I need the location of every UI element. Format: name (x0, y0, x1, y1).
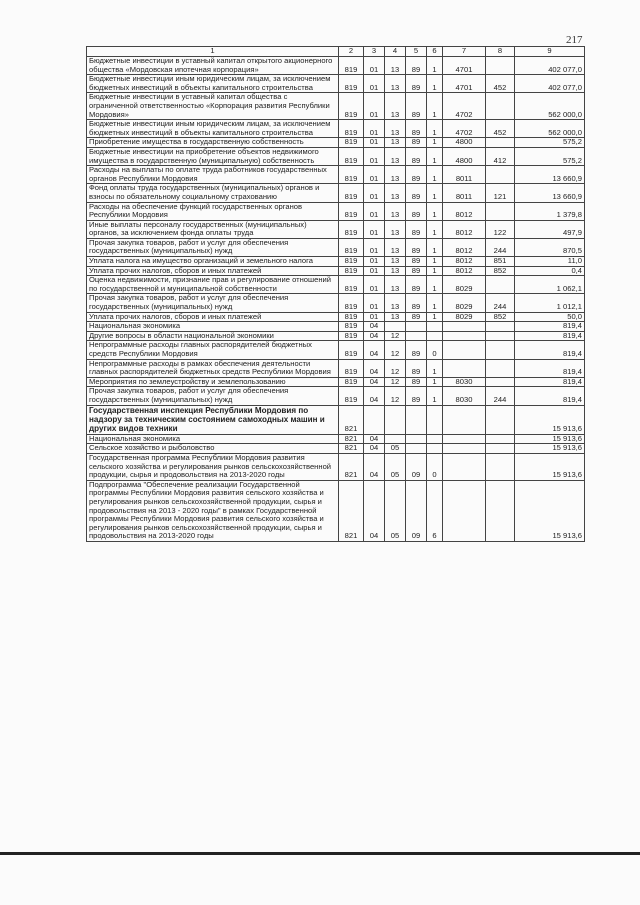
amount: 819,4 (515, 387, 585, 405)
target-item-code: 4702 (443, 93, 486, 120)
subprogram-code (427, 444, 443, 454)
subprogram-code: 1 (427, 238, 443, 256)
row-description: Непрограммные расходы главных распорядителей бюджетных средств Республики Мордовия (87, 341, 339, 359)
subsection-code: 13 (385, 147, 406, 165)
table-row (87, 238, 585, 256)
ministry-code: 819 (339, 387, 364, 405)
expense-type-code (486, 405, 515, 434)
amount: 13 660,9 (515, 166, 585, 184)
program-code (406, 322, 427, 332)
budget-table (86, 46, 585, 542)
expense-type-code (486, 331, 515, 341)
row-description: Бюджетные инвестиции в уставный капитал общества с ограниченной ответственностью «Корпорация развития Республики Мордовия» (87, 93, 339, 120)
program-code: 89 (406, 257, 427, 267)
target-item-code: 8030 (443, 387, 486, 405)
target-item-code: 8011 (443, 184, 486, 202)
target-item-code: 8012 (443, 257, 486, 267)
target-item-code (443, 444, 486, 454)
subprogram-code: 1 (427, 202, 443, 220)
expense-type-code (486, 138, 515, 148)
subprogram-code (427, 434, 443, 444)
amount: 11,0 (515, 257, 585, 267)
subsection-code (385, 405, 406, 434)
section-code: 04 (364, 453, 385, 480)
program-code: 89 (406, 120, 427, 138)
expense-type-code: 244 (486, 387, 515, 405)
program-code: 89 (406, 359, 427, 377)
section-code: 01 (364, 138, 385, 148)
amount: 15 913,6 (515, 444, 585, 454)
row-description: Прочая закупка товаров, работ и услуг для обеспечения государственных (муниципальных) нужд (87, 387, 339, 405)
section-code: 04 (364, 322, 385, 332)
ministry-code: 819 (339, 93, 364, 120)
subprogram-code (427, 331, 443, 341)
row-description: Прочая закупка товаров, работ и услуг для обеспечения государственных (муниципальных) нужд (87, 294, 339, 312)
section-code: 01 (364, 166, 385, 184)
ministry-code: 819 (339, 147, 364, 165)
expense-type-code (486, 341, 515, 359)
section-code: 01 (364, 184, 385, 202)
amount: 819,4 (515, 341, 585, 359)
col-header-amount: 9 (515, 47, 585, 57)
expense-type-code (486, 377, 515, 387)
table-row (87, 120, 585, 138)
column-number-row (87, 47, 585, 57)
program-code: 89 (406, 266, 427, 276)
ministry-code: 819 (339, 377, 364, 387)
target-item-code: 8029 (443, 294, 486, 312)
subsection-code: 13 (385, 57, 406, 75)
subprogram-code: 1 (427, 312, 443, 322)
subsection-code: 05 (385, 453, 406, 480)
section-code: 01 (364, 276, 385, 294)
row-description: Сельское хозяйство и рыболовство (87, 444, 339, 454)
table-row (87, 341, 585, 359)
amount: 15 913,6 (515, 480, 585, 541)
subprogram-code: 0 (427, 453, 443, 480)
table-row (87, 257, 585, 267)
target-item-code: 8012 (443, 266, 486, 276)
section-code: 01 (364, 75, 385, 93)
row-description: Бюджетные инвестиции иным юридическим лицам, за исключением бюджетных инвестиций в объекты капитального строительства (87, 75, 339, 93)
row-description: Непрограммные расходы в рамках обеспечения деятельности главных распорядителей бюджетных средств Республики Мордовия (87, 359, 339, 377)
subprogram-code: 1 (427, 120, 443, 138)
subprogram-code: 1 (427, 387, 443, 405)
subsection-code: 12 (385, 359, 406, 377)
expense-type-code (486, 480, 515, 541)
target-item-code (443, 322, 486, 332)
row-description: Другие вопросы в области национальной экономики (87, 331, 339, 341)
subprogram-code: 1 (427, 294, 443, 312)
ministry-code: 819 (339, 266, 364, 276)
section-code: 01 (364, 120, 385, 138)
ministry-code: 821 (339, 480, 364, 541)
col-header-description: 1 (87, 47, 339, 57)
expense-type-code (486, 93, 515, 120)
expense-type-code: 244 (486, 238, 515, 256)
ministry-code: 819 (339, 322, 364, 332)
target-item-code: 8012 (443, 220, 486, 238)
program-code: 89 (406, 147, 427, 165)
subsection-code: 12 (385, 341, 406, 359)
target-item-code: 4800 (443, 147, 486, 165)
target-item-code: 4702 (443, 120, 486, 138)
section-code: 01 (364, 93, 385, 120)
table-row (87, 359, 585, 377)
subprogram-code (427, 322, 443, 332)
expense-type-code (486, 359, 515, 377)
ministry-code: 819 (339, 75, 364, 93)
row-description: Уплата прочих налогов, сборов и иных платежей (87, 266, 339, 276)
table-header (87, 47, 585, 57)
expense-type-code (486, 57, 515, 75)
amount: 819,4 (515, 322, 585, 332)
expense-type-code: 851 (486, 257, 515, 267)
expense-type-code: 244 (486, 294, 515, 312)
amount: 15 913,6 (515, 434, 585, 444)
ministry-code: 819 (339, 312, 364, 322)
expense-type-code (486, 444, 515, 454)
ministry-code: 821 (339, 453, 364, 480)
subprogram-code: 6 (427, 480, 443, 541)
target-item-code: 8029 (443, 312, 486, 322)
ministry-code: 819 (339, 184, 364, 202)
row-description: Бюджетные инвестиции иным юридическим лицам, за исключением бюджетных инвестиций в объекты капитального строительства (87, 120, 339, 138)
row-description: Национальная экономика (87, 434, 339, 444)
subsection-code: 13 (385, 312, 406, 322)
subsection-code: 13 (385, 120, 406, 138)
expense-type-code (486, 322, 515, 332)
subsection-code: 13 (385, 220, 406, 238)
subprogram-code: 1 (427, 220, 443, 238)
expense-type-code (486, 202, 515, 220)
expense-type-code: 452 (486, 75, 515, 93)
program-code: 89 (406, 238, 427, 256)
expense-type-code: 452 (486, 120, 515, 138)
section-code: 01 (364, 257, 385, 267)
row-description: Мероприятия по землеустройству и землепользованию (87, 377, 339, 387)
section-code: 04 (364, 377, 385, 387)
target-item-code (443, 434, 486, 444)
section-code: 01 (364, 202, 385, 220)
program-code (406, 444, 427, 454)
target-item-code (443, 331, 486, 341)
subprogram-code: 1 (427, 266, 443, 276)
subsection-code: 12 (385, 387, 406, 405)
subprogram-code: 1 (427, 138, 443, 148)
ministry-code: 819 (339, 138, 364, 148)
amount: 819,4 (515, 359, 585, 377)
ministry-code: 819 (339, 257, 364, 267)
section-code: 01 (364, 238, 385, 256)
col-header-target-item: 7 (443, 47, 486, 57)
table-row (87, 276, 585, 294)
target-item-code (443, 405, 486, 434)
target-item-code: 8029 (443, 276, 486, 294)
row-description: Государственная инспекция Республики Мордовия по надзору за техническим состоянием самоходных машин и других видов техники (87, 405, 339, 434)
subsection-code: 13 (385, 276, 406, 294)
amount: 562 000,0 (515, 120, 585, 138)
table-row (87, 57, 585, 75)
program-code: 89 (406, 276, 427, 294)
subsection-code: 13 (385, 238, 406, 256)
ministry-code: 819 (339, 202, 364, 220)
row-description: Уплата налога на имущество организаций и земельного налога (87, 257, 339, 267)
table-row (87, 322, 585, 332)
row-description: Прочая закупка товаров, работ и услуг для обеспечения государственных (муниципальных) нужд (87, 238, 339, 256)
target-item-code: 4800 (443, 138, 486, 148)
amount: 819,4 (515, 331, 585, 341)
subsection-code (385, 322, 406, 332)
expense-type-code: 122 (486, 220, 515, 238)
table-row (87, 202, 585, 220)
col-header-ministry: 2 (339, 47, 364, 57)
amount: 1 379,8 (515, 202, 585, 220)
section-code: 01 (364, 266, 385, 276)
table-row (87, 387, 585, 405)
section-code: 04 (364, 480, 385, 541)
ministry-code: 819 (339, 359, 364, 377)
program-code: 89 (406, 220, 427, 238)
program-code: 89 (406, 57, 427, 75)
expense-type-code: 852 (486, 266, 515, 276)
section-code: 01 (364, 294, 385, 312)
program-code (406, 331, 427, 341)
subprogram-code (427, 405, 443, 434)
subprogram-code: 1 (427, 377, 443, 387)
subsection-code: 13 (385, 266, 406, 276)
amount: 562 000,0 (515, 93, 585, 120)
amount: 0,4 (515, 266, 585, 276)
program-code: 89 (406, 166, 427, 184)
expense-type-code (486, 276, 515, 294)
ministry-code: 819 (339, 57, 364, 75)
row-description: Бюджетные инвестиции в уставный капитал открытого акционерного общества «Мордовская ипотечная корпорация» (87, 57, 339, 75)
table-row (87, 93, 585, 120)
subsection-code: 13 (385, 294, 406, 312)
amount: 575,2 (515, 147, 585, 165)
row-description: Фонд оплаты труда государственных (муниципальных) органов и взносы по обязательному социальному страхованию (87, 184, 339, 202)
section-code: 01 (364, 147, 385, 165)
row-description: Приобретение имущества в государственную собственность (87, 138, 339, 148)
expense-type-code (486, 434, 515, 444)
section-code: 04 (364, 387, 385, 405)
amount: 402 077,0 (515, 75, 585, 93)
ministry-code: 819 (339, 331, 364, 341)
ministry-code: 819 (339, 166, 364, 184)
program-code: 89 (406, 377, 427, 387)
ministry-code: 821 (339, 444, 364, 454)
expense-type-code: 121 (486, 184, 515, 202)
subsection-code: 05 (385, 480, 406, 541)
program-code (406, 434, 427, 444)
table-row (87, 405, 585, 434)
row-description: Национальная экономика (87, 322, 339, 332)
section-code: 04 (364, 359, 385, 377)
subprogram-code: 0 (427, 341, 443, 359)
row-description: Оценка недвижимости, признание прав и регулирование отношений по государственной и муниципальной собственности (87, 276, 339, 294)
program-code (406, 405, 427, 434)
ministry-code: 819 (339, 120, 364, 138)
program-code: 89 (406, 294, 427, 312)
subprogram-code: 1 (427, 147, 443, 165)
row-description: Иные выплаты персоналу государственных (муниципальных) органов, за исключением фонда оплаты труда (87, 220, 339, 238)
section-code: 04 (364, 444, 385, 454)
ministry-code: 819 (339, 294, 364, 312)
table-row (87, 220, 585, 238)
amount: 870,5 (515, 238, 585, 256)
bottom-rule (0, 852, 640, 855)
ministry-code: 819 (339, 276, 364, 294)
ministry-code: 819 (339, 238, 364, 256)
program-code: 09 (406, 453, 427, 480)
program-code: 89 (406, 387, 427, 405)
row-description: Бюджетные инвестиции на приобретение объектов недвижимого имущества в государственную (муниципальную) собственность (87, 147, 339, 165)
program-code: 89 (406, 184, 427, 202)
amount: 402 077,0 (515, 57, 585, 75)
program-code: 89 (406, 202, 427, 220)
amount: 819,4 (515, 377, 585, 387)
amount: 1 062,1 (515, 276, 585, 294)
ministry-code: 821 (339, 405, 364, 434)
table-row (87, 294, 585, 312)
expense-type-code (486, 453, 515, 480)
target-item-code: 8011 (443, 166, 486, 184)
target-item-code: 8030 (443, 377, 486, 387)
col-header-expense-type: 8 (486, 47, 515, 57)
ministry-code: 819 (339, 341, 364, 359)
ministry-code: 819 (339, 220, 364, 238)
subsection-code: 13 (385, 166, 406, 184)
subsection-code: 12 (385, 377, 406, 387)
table-row (87, 147, 585, 165)
program-code: 89 (406, 93, 427, 120)
target-item-code (443, 359, 486, 377)
row-description: Государственная программа Республики Мордовия развития сельского хозяйства и регулирования рынков сельскохозяйственной продукции, сырья и продовольствия на 2013-2020 годы (87, 453, 339, 480)
subsection-code: 13 (385, 93, 406, 120)
target-item-code (443, 480, 486, 541)
expense-type-code (486, 166, 515, 184)
col-header-subprogram: 6 (427, 47, 443, 57)
section-code: 04 (364, 341, 385, 359)
target-item-code: 8012 (443, 238, 486, 256)
row-description: Расходы на обеспечение функций государственных органов Республики Мордовия (87, 202, 339, 220)
amount: 497,9 (515, 220, 585, 238)
table-row (87, 480, 585, 541)
ministry-code: 821 (339, 434, 364, 444)
amount: 15 913,6 (515, 405, 585, 434)
target-item-code: 4701 (443, 75, 486, 93)
subsection-code: 13 (385, 138, 406, 148)
section-code (364, 405, 385, 434)
subsection-code: 13 (385, 257, 406, 267)
amount: 575,2 (515, 138, 585, 148)
subprogram-code: 1 (427, 276, 443, 294)
amount: 1 012,1 (515, 294, 585, 312)
subsection-code: 13 (385, 202, 406, 220)
col-header-program: 5 (406, 47, 427, 57)
row-description: Уплата прочих налогов, сборов и иных платежей (87, 312, 339, 322)
program-code: 89 (406, 341, 427, 359)
table-body (87, 57, 585, 542)
row-description: Подпрограмма "Обеспечение реализации Государственной программы Республики Мордовия развития сельского хозяйства и регулирования рынков сельскохозяйственной продукции, сырья и продовольствия на 2013 - 2020 годы" в рамках Государственной программы Республики Мордовия развития сельского хозяйства и регулирования рынков сельскохозяйственной продукции, сырья и продовольствия на 2013-2020 годы (87, 480, 339, 541)
page-number: 217 (566, 34, 583, 46)
row-description: Расходы на выплаты по оплате труда работников государственных органов Республики Мордовия (87, 166, 339, 184)
table-row (87, 138, 585, 148)
program-code: 89 (406, 75, 427, 93)
program-code: 89 (406, 312, 427, 322)
section-code: 04 (364, 434, 385, 444)
table-row (87, 166, 585, 184)
subsection-code: 13 (385, 184, 406, 202)
target-item-code: 4701 (443, 57, 486, 75)
expense-type-code: 412 (486, 147, 515, 165)
table-row (87, 75, 585, 93)
table-row (87, 453, 585, 480)
col-header-section: 3 (364, 47, 385, 57)
subprogram-code: 1 (427, 75, 443, 93)
subprogram-code: 1 (427, 359, 443, 377)
subprogram-code: 1 (427, 166, 443, 184)
subprogram-code: 1 (427, 184, 443, 202)
subprogram-code: 1 (427, 57, 443, 75)
target-item-code (443, 453, 486, 480)
amount: 13 660,9 (515, 184, 585, 202)
amount: 50,0 (515, 312, 585, 322)
subsection-code: 13 (385, 75, 406, 93)
program-code: 89 (406, 138, 427, 148)
target-item-code: 8012 (443, 202, 486, 220)
table-row (87, 184, 585, 202)
subprogram-code: 1 (427, 93, 443, 120)
expense-type-code: 852 (486, 312, 515, 322)
amount: 15 913,6 (515, 453, 585, 480)
section-code: 01 (364, 57, 385, 75)
section-code: 04 (364, 331, 385, 341)
subsection-code: 05 (385, 444, 406, 454)
col-header-subsection: 4 (385, 47, 406, 57)
section-code: 01 (364, 220, 385, 238)
section-code: 01 (364, 312, 385, 322)
target-item-code (443, 341, 486, 359)
program-code: 09 (406, 480, 427, 541)
subsection-code: 12 (385, 331, 406, 341)
subprogram-code: 1 (427, 257, 443, 267)
